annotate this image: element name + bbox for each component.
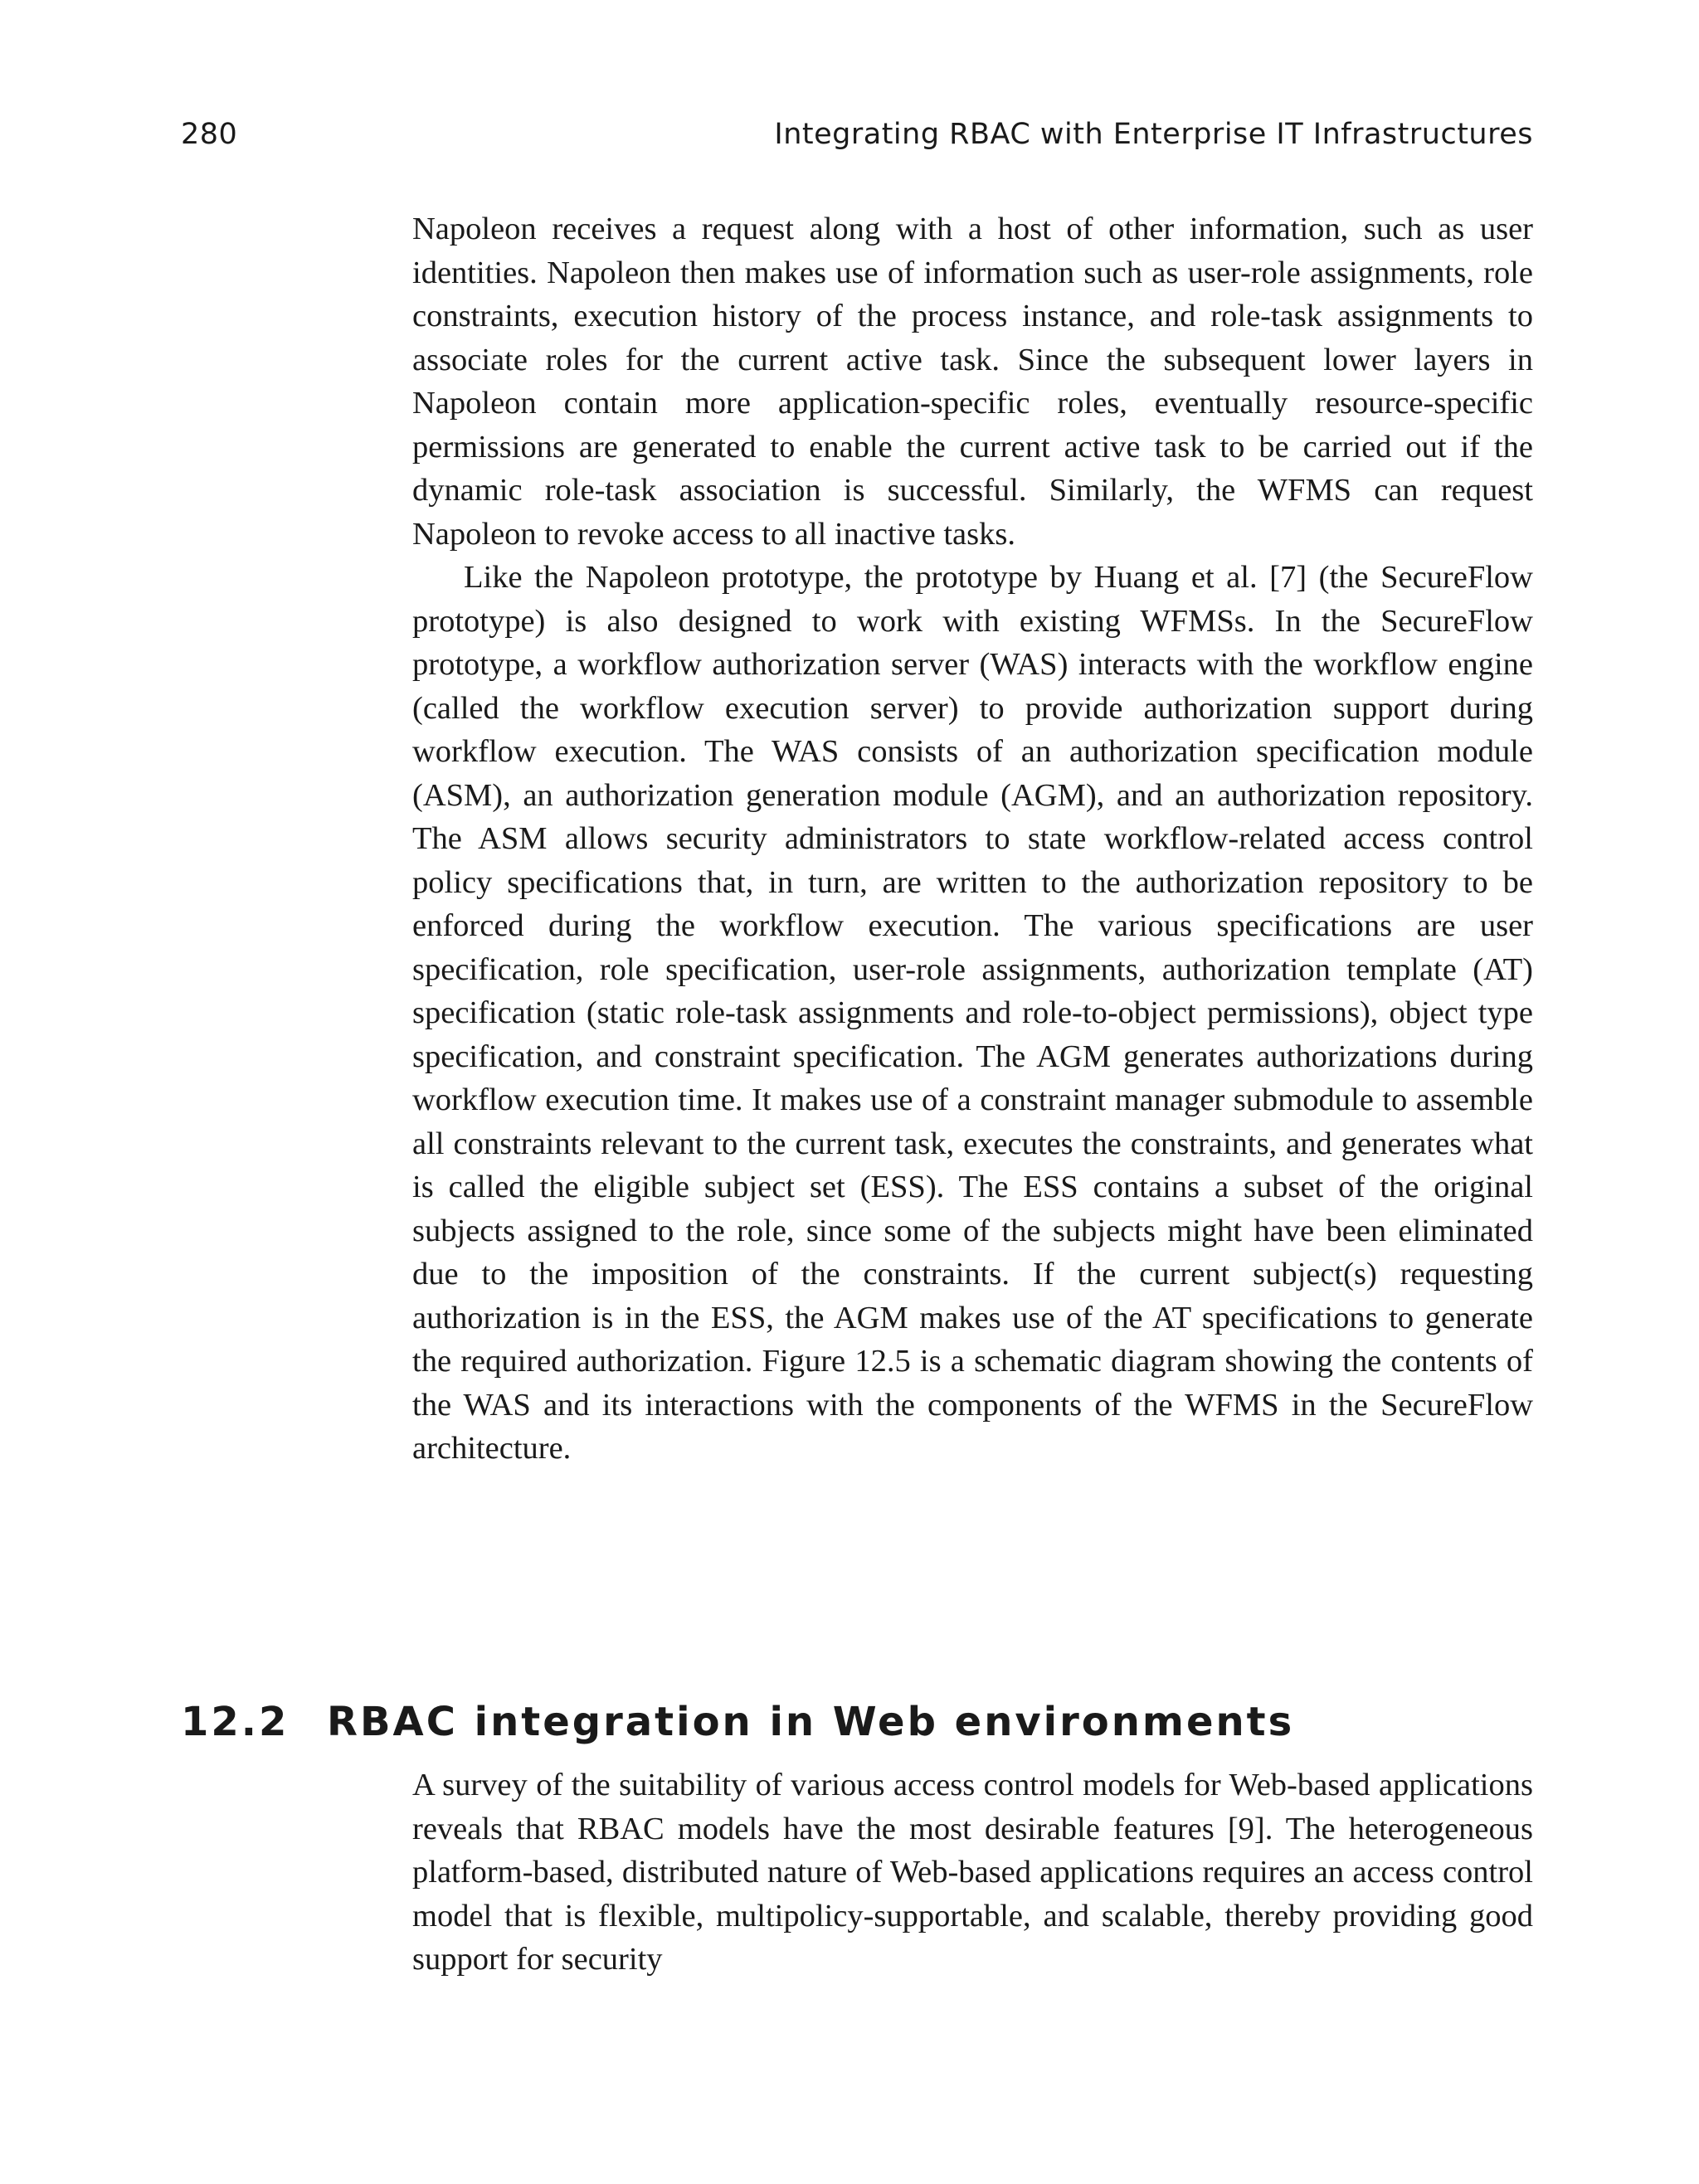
section-heading xyxy=(181,1699,1533,1754)
running-title: Integrating RBAC with Enterprise IT Infrastructures xyxy=(774,118,1533,151)
section-body-text xyxy=(412,1763,1533,1982)
body-text xyxy=(412,207,1533,1471)
paragraph: Like the Napoleon prototype, the prototype by Huang et al. [7] (the SecureFlow prototype) is also designed to work with existing WFMSs. In the SecureFlow prototype, a workflow authorization server (WAS) interacts with the workflow engine (called the workflow execution server) to provide authorization support during workflow execution. The WAS consists of an authorization specification module (ASM), an authorization generation module (AGM), and an authorization repository. The ASM allows security administrators to state workflow-related access control policy specifications that, in turn, are written to the authorization repository to be enforced during the workflow execution. The various specifications are user specification, role specification, user-role assignments, authorization template (AT) specification (static role-task assignments and role-to-object permissions), object type specification, and constraint specification. The AGM generates authorizations during workflow execution time. It makes use of a constraint manager submodule to assemble all constraints relevant to the current task, executes the constraints, and generates what is called the eligible subject set (ESS). The ESS contains a subset of the original subjects assigned to the role, since some of the subjects might have been eliminated due to the imposition of the constraints. If the current subject(s) requesting authorization is in the ESS, the AGM makes use of the AT specifications to generate the required authorization. Figure 12.5 is a schematic diagram showing the contents of the WAS and its interactions with the components of the WFMS in the SecureFlow architecture. xyxy=(412,560,1533,1466)
section-title: RBAC integration in Web environments xyxy=(327,1699,1295,1745)
page-number: 280 xyxy=(181,118,238,151)
section-number: 12.2 xyxy=(181,1699,290,1745)
paragraph: Napoleon receives a request along with a host of other information, such as user identities. Napoleon then makes use of information such as user-role assignments, role constraints, execution history of the process instance, and role-task assignments to associate roles for the current active task. Since the subsequent lower layers in Napoleon contain more application-specific roles, eventually resource-specific permissions are generated to enable the current active task to be carried out if the dynamic role-task association is successful. Similarly, the WFMS can request Napoleon to revoke access to all inactive tasks. xyxy=(412,212,1533,552)
running-head xyxy=(181,118,1533,154)
paragraph: A survey of the suitability of various access control models for Web-based applications reveals that RBAC models have the most desirable features [9]. The heterogeneous platform-based, distributed nature of Web-based applications requires an access control model that is flexible, multipolicy-supportable, and scalable, thereby providing good support for security xyxy=(412,1768,1533,1977)
